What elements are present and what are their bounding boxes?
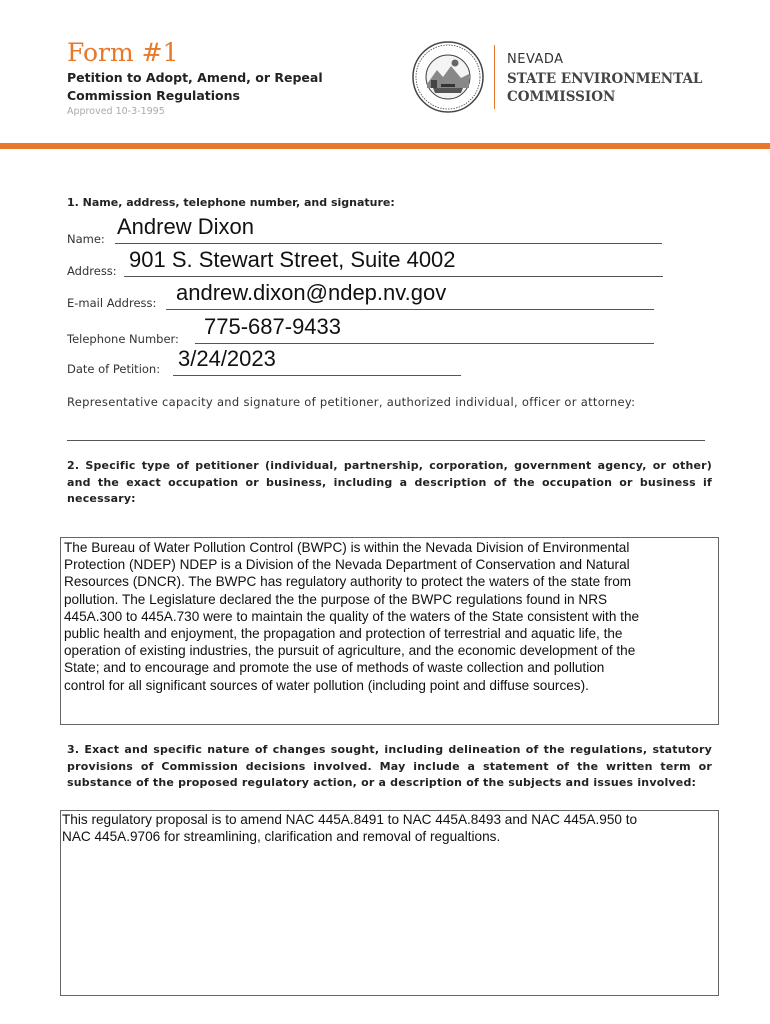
- section3-heading: 3. Exact and specific nature of changes sought, including delineation of the regulations, statutory provisions of Commission decisions involved. May include a statement of the written term or substance of the proposed regulatory action, or a description of the subjects and issues involved:: [67, 743, 712, 789]
- description-line: The Bureau of Water Pollution Control (BWPC) is within the Nevada Division of Environmental: [64, 540, 630, 555]
- changes-sought-text: [61, 811, 718, 845]
- agency-name: [507, 70, 702, 106]
- description-line: pollution. The Legislature declared the the purpose of the BWPC regulations found in NRS: [64, 591, 608, 607]
- address-field[interactable]: 901 S. Stewart Street, Suite 4002: [129, 247, 456, 272]
- approved-date: Approved 10-3-1995: [67, 106, 165, 117]
- address-underline: [124, 276, 663, 277]
- header-rule: [0, 143, 770, 149]
- date-label: Date of Petition:: [67, 362, 161, 376]
- form-subtitle-line2: Commission Regulations: [67, 88, 240, 103]
- changes-line: This regulatory proposal is to amend NAC 445A.8491 to NAC 445A.8493 and NAC 445A.950 to: [62, 812, 638, 827]
- description-line: Protection (NDEP) NDEP is a Division of the Nevada Department of Conservation and Natural: [64, 557, 630, 573]
- representative-label: Representative capacity and signature of petitioner, authorized individual, officer or attorney:: [67, 395, 636, 409]
- phone-underline: [195, 343, 654, 344]
- form-subtitle-line1: Petition to Adopt, Amend, or Repeal: [67, 70, 323, 85]
- address-label: Address:: [67, 264, 117, 278]
- email-underline: [166, 309, 654, 310]
- agency-state: NEVADA: [507, 52, 564, 67]
- changes-line: NAC 445A.9706 for streamlining, clarification and removal of regualtions.: [62, 829, 501, 845]
- form-subtitle: [67, 69, 323, 105]
- name-label: Name:: [67, 232, 105, 246]
- petitioner-description-text: [61, 538, 718, 694]
- phone-field[interactable]: 775-687-9433: [204, 314, 342, 339]
- header-divider: [494, 45, 495, 109]
- date-underline: [173, 375, 461, 376]
- name-field[interactable]: Andrew Dixon: [117, 214, 254, 239]
- description-line: State; and to encourage and promote the use of methods of waste collection and pollution: [64, 660, 605, 676]
- description-line: control for all significant sources of water pollution (including point and diffuse sources).: [64, 677, 589, 693]
- description-line: 445A.300 to 445A.730 were to maintain the quality of the waters of the State consistent with the: [64, 608, 640, 624]
- signature-line[interactable]: [67, 440, 705, 441]
- email-label: E-mail Address:: [67, 296, 157, 310]
- section2-heading: 2. Specific type of petitioner (individual, partnership, corporation, government agency, or other) and the exact occupation or business, including a description of the occupation or business if necessary:: [67, 459, 712, 505]
- description-line: public health and enjoyment, the propagation and protection of terrestrial and aquatic life, the: [64, 626, 623, 642]
- section1-heading: 1. Name, address, telephone number, and signature:: [67, 196, 395, 209]
- date-field[interactable]: 3/24/2023: [178, 346, 276, 371]
- email-field[interactable]: andrew.dixon@ndep.nv.gov: [176, 280, 447, 305]
- agency-name-line1: STATE ENVIRONMENTAL: [507, 71, 703, 87]
- nevada-seal-icon: [411, 40, 485, 114]
- petitioner-description-box[interactable]: [60, 537, 719, 725]
- description-line: operation of existing industries, the pursuit of agriculture, and the economic development of the: [64, 643, 636, 659]
- agency-name-line2: COMMISSION: [507, 89, 616, 105]
- phone-label: Telephone Number:: [67, 332, 179, 346]
- changes-sought-box[interactable]: [60, 810, 719, 996]
- form-title: Form #1: [67, 38, 179, 67]
- description-line: Resources (DNCR). The BWPC has regulatory authority to protect the waters of the state from: [64, 574, 632, 590]
- name-underline: [115, 243, 662, 244]
